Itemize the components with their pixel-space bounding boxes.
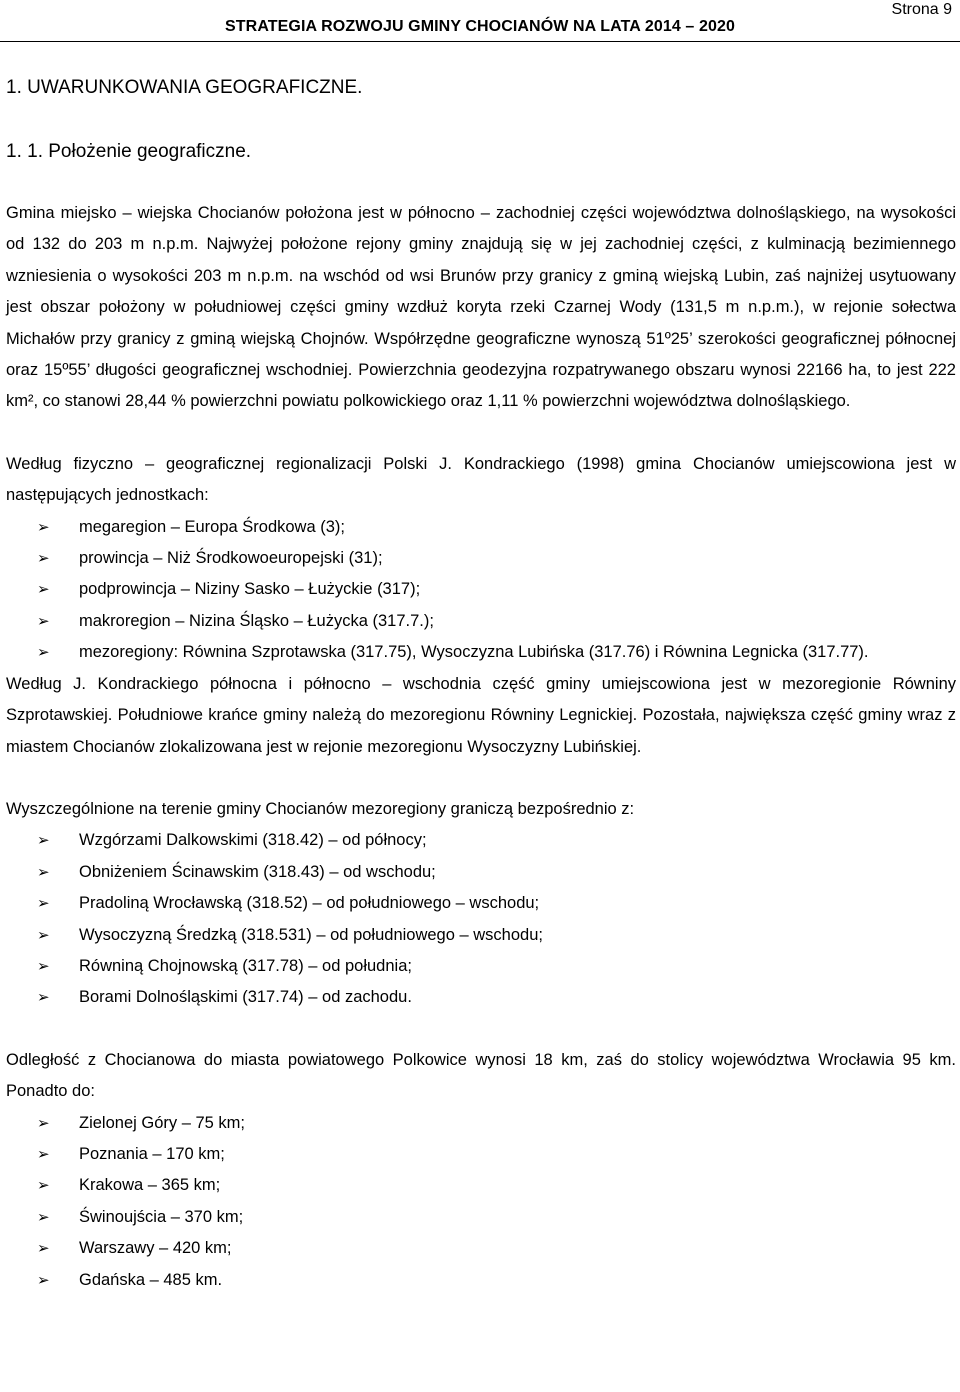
list-item [6, 1139, 956, 1170]
regions-list [6, 512, 956, 669]
arrow-bullet-icon: ➢ [37, 1208, 50, 1226]
arrow-bullet-icon: ➢ [37, 1271, 50, 1289]
arrow-bullet-icon: ➢ [37, 957, 50, 975]
document-body [6, 72, 956, 1296]
list-item-text: Wysoczyzną Średzką (318.531) – od południowego – wschodu; [79, 925, 543, 944]
list-item [6, 1170, 956, 1201]
list-item-text: Warszawy – 420 km; [79, 1239, 232, 1258]
arrow-bullet-icon: ➢ [37, 581, 50, 599]
list-item [6, 1265, 956, 1296]
list-item-text: prowincja – Niż Środkowoeuropejski (31); [79, 549, 383, 568]
arrow-bullet-icon: ➢ [37, 1177, 50, 1195]
list-item-text: Równiną Chojnowską (317.78) – od południa; [79, 956, 412, 975]
list-item-text: Obniżeniem Ścinawskim (318.43) – od wschodu; [79, 862, 436, 881]
list-item [6, 1233, 956, 1264]
borders-list [6, 825, 956, 1013]
list-item [6, 857, 956, 888]
arrow-bullet-icon: ➢ [37, 863, 50, 881]
list-item [6, 1108, 956, 1139]
arrow-bullet-icon: ➢ [37, 895, 50, 913]
list-item [6, 951, 956, 982]
arrow-bullet-icon: ➢ [37, 832, 50, 850]
page-header [0, 0, 960, 42]
arrow-bullet-icon: ➢ [37, 550, 50, 568]
running-title: STRATEGIA ROZWOJU GMINY CHOCIANÓW NA LATA 2014 – 2020 [225, 18, 735, 35]
arrow-bullet-icon: ➢ [37, 1240, 50, 1258]
list-item-text: Borami Dolnośląskimi (317.74) – od zachodu. [79, 988, 412, 1007]
mesoregion-paragraph: Według J. Kondrackiego północna i północno – wschodnia część gminy umiejscowiona jest w mezoregionie Równiny Szprotawskiej. Południowe krańce gminy należą do mezoregionu Równiny Legnickiej. Pozostała, największa część gminy wraz z miastem Chocianów zlokalizowana jest w rejonie mezoregionu Wysoczyzny Lubińskiej. [6, 674, 956, 756]
subsection-heading: 1. 1. Położenie geograficzne. [6, 141, 252, 162]
list-item [6, 637, 956, 668]
list-item [6, 543, 956, 574]
list-item-text: Pradoliną Wrocławską (318.52) – od południowego – wschodu; [79, 894, 540, 913]
list-item [6, 888, 956, 919]
list-item-text: Gdańska – 485 km. [79, 1270, 223, 1289]
list-item-text: mezoregiony: Równina Szprotawska (317.75), Wysoczyzna Lubińska (317.76) i Równina Legnicka (317.77). [79, 643, 869, 662]
list-item [6, 920, 956, 951]
list-item [6, 825, 956, 856]
distances-intro-paragraph: Odległość z Chocianowa do miasta powiatowego Polkowice wynosi 18 km, zaś do stolicy województwa Wrocławia 95 km. Ponadto do: [6, 1050, 956, 1101]
arrow-bullet-icon: ➢ [37, 1145, 50, 1163]
arrow-bullet-icon: ➢ [37, 989, 50, 1007]
list-item-text: makroregion – Nizina Śląsko – Łużycka (317.7.); [79, 611, 434, 630]
list-item [6, 512, 956, 543]
list-item-text: Krakowa – 365 km; [79, 1176, 221, 1195]
arrow-bullet-icon: ➢ [37, 644, 50, 662]
arrow-bullet-icon: ➢ [37, 1114, 50, 1132]
list-item [6, 1202, 956, 1233]
list-item-text: Poznania – 170 km; [79, 1144, 225, 1163]
list-item-text: podprowincja – Niziny Sasko – Łużyckie (317); [79, 580, 421, 599]
list-item-text: Świnoujścia – 370 km; [79, 1207, 244, 1226]
list-item-text: Wzgórzami Dalkowskimi (318.42) – od północy; [79, 831, 427, 850]
list-item-text: megaregion – Europa Środkowa (3); [79, 517, 345, 536]
arrow-bullet-icon: ➢ [37, 612, 50, 630]
section-heading: 1. UWARUNKOWANIA GEOGRAFICZNE. [6, 77, 363, 98]
list-item [6, 606, 956, 637]
arrow-bullet-icon: ➢ [37, 926, 50, 944]
list-item [6, 574, 956, 605]
location-paragraph: Gmina miejsko – wiejska Chocianów położona jest w północno – zachodniej części województwa dolnośląskiego, na wysokości od 132 do 203 m n.p.m. Najwyżej położone rejony gminy znajdują się w jej zachodniej części, z kulminacją bezimiennego wzniesienia o wysokości 203 m n.p.m. na wschód od wsi Brunów przy granicy z gminą wiejską Lubin, zaś najniżej usytuowany jest obszar położony w południowej części gminy wzdłuż koryta rzeki Czarnej Wody (131,5 m n.p.m.), w rejonie sołectwa Michałów przy granicy z gminą wiejską Chojnów. Współrzędne geograficzne wynoszą 51º25’ szerokości geograficznej północnej oraz 15º55’ długości geograficznej wschodniej. Powierzchnia geodezyjna rozpatrywanego obszaru wynosi 22166 ha, to jest 222 km², co stanowi 28,44 % powierzchni powiatu polkowickiego oraz 1,11 % powierzchni województwa dolnośląskiego. [6, 204, 956, 411]
distances-list [6, 1108, 956, 1296]
page-number: Strona 9 [891, 1, 952, 18]
list-item [6, 982, 956, 1013]
borders-intro-paragraph: Wyszczególnione na terenie gminy Chocianów mezoregiony graniczą bezpośrednio z: [6, 799, 635, 818]
header-divider [0, 41, 960, 42]
list-item-text: Zielonej Góry – 75 km; [79, 1113, 245, 1132]
arrow-bullet-icon: ➢ [37, 518, 50, 536]
regionalization-intro-paragraph: Według fizyczno – geograficznej regionalizacji Polski J. Kondrackiego (1998) gmina Chocianów umiejscowiona jest w następujących jednostkach: [6, 454, 956, 505]
